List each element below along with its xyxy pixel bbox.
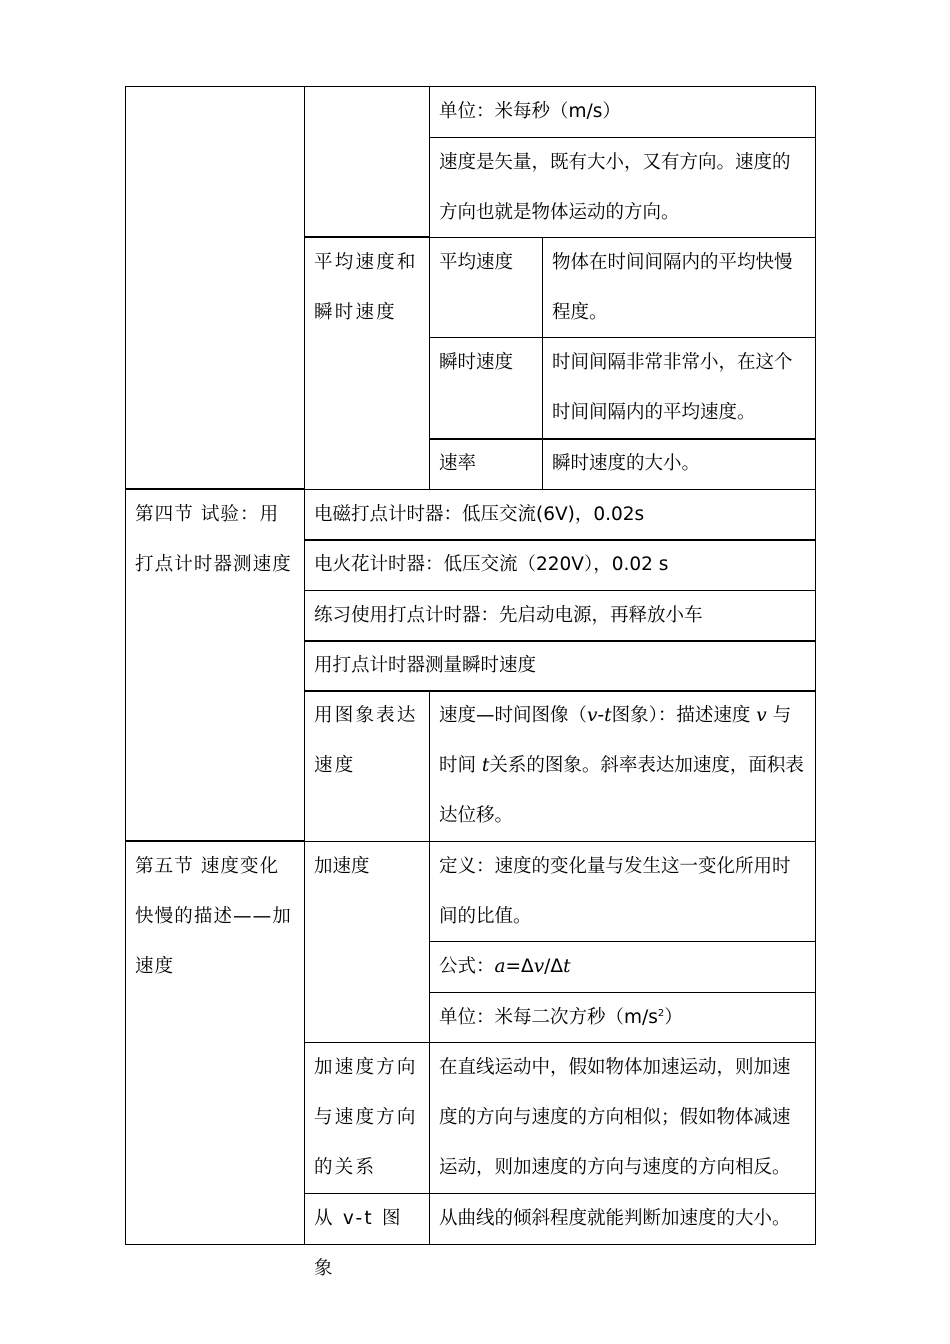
cell-measure-inst-speed [304,640,816,692]
cell-avg-speed-def [542,237,816,338]
measure-inst-speed-text: 用打点计时器测量瞬时速度 [314,655,537,676]
notes-table [126,87,816,1279]
rate-def: 瞬时速度的大小。 [552,453,701,474]
speed-vector-text: 速度是矢量，既有大小，又有方向。速度的方向也就是物体运动的方向。 [439,152,791,223]
cell-section4-title [125,489,305,841]
cell-em-timer [304,489,816,541]
avg-speed-def: 物体在时间间隔内的平均快慢程度。 [552,252,793,323]
cell-avg-inst-speed-heading [304,237,430,490]
accel-unit-text: 单位：米每二次方秒（m/s [439,1007,658,1028]
cell-accel-def [429,841,816,942]
cell-practice-timer [304,590,816,642]
spark-timer-text: 电火花计时器：低压交流（220V），0.02 s [314,554,669,575]
accel-formula-eq: =Δ [505,956,534,977]
cell-avg-speed-term [429,237,543,338]
accel-dir-def: 在直线运动中，假如物体加速运动，则加速度的方向与速度的方向相似；假如物体减速运动，则加速度的方向与速度的方向相反。 [439,1057,791,1178]
avg-speed-term: 平均速度 [439,252,514,273]
avg-inst-speed-heading: 平均速度和瞬时速度 [314,252,418,323]
cell-blank-col1 [125,86,305,489]
cell-graph-heading [304,690,430,842]
rate-term: 速率 [439,453,477,474]
accel-formula-t: t [563,956,571,977]
vt-graph-part3: 与时间 [439,705,792,776]
cell-vt-def [429,1193,816,1245]
cell-accel-formula [429,941,816,993]
accel-dir-heading: 加速度方向与速度方向的关系 [314,1057,418,1178]
vt-graph-t1: t [604,705,612,726]
cell-accel-term [304,841,430,1043]
accel-unit-superscript: 2 [657,1008,665,1019]
vt-heading: 从 v-t 图象 [314,1208,403,1279]
vt-graph-part1: 速度—时间图像（ [439,705,588,726]
unit-speed-text: 单位：米每秒（m/s） [439,101,621,122]
accel-formula-v: v [533,956,545,977]
vt-graph-dash: - [597,705,605,726]
vt-graph-part2: 图象）：描述速度 [611,705,757,726]
cell-section5-title [125,841,305,1245]
vt-graph-v2: v [756,705,767,726]
accel-def: 定义：速度的变化量与发生这一变化所用时间的比值。 [439,856,791,927]
cell-accel-dir-heading [304,1042,430,1194]
em-timer-text: 电磁打点计时器：低压交流(6V)，0.02s [314,504,645,525]
cell-unit-speed [429,86,816,138]
inst-speed-term: 瞬时速度 [439,352,514,373]
cell-spark-timer [304,539,816,591]
accel-formula-label: 公式： [439,956,495,977]
section5-title: 第五节 速度变化快慢的描述——加速度 [135,856,292,977]
cell-accel-dir-def [429,1042,816,1194]
cell-speed-vector [429,137,816,238]
practice-timer-text: 练习使用打点计时器：先启动电源，再释放小车 [314,605,703,626]
cell-vt-graph [429,690,816,842]
accel-unit-close: ） [664,1007,683,1028]
vt-graph-part4: 关系的图象。斜率表达加速度，面积表达位移。 [439,755,804,826]
cell-accel-unit [429,992,816,1043]
cell-rate-term [429,438,543,490]
accel-formula-a: a [494,956,506,977]
graph-heading: 用图象表达速度 [314,705,418,776]
vt-graph-t2: t [481,755,490,776]
cell-vt-heading [304,1193,430,1279]
accel-formula-slash: /Δ [544,956,564,977]
vt-def: 从曲线的倾斜程度就能判断加速度的大小。 [439,1208,791,1229]
accel-term: 加速度 [314,856,370,877]
cell-inst-speed-def [542,337,816,440]
cell-blank-col2 [304,86,430,237]
section4-title: 第四节 试验：用打点计时器测速度 [135,504,292,575]
cell-rate-def [542,438,816,490]
cell-inst-speed-term [429,337,543,440]
inst-speed-def: 时间间隔非常非常小，在这个时间间隔内的平均速度。 [552,352,793,423]
vt-graph-v1: v [587,705,598,726]
